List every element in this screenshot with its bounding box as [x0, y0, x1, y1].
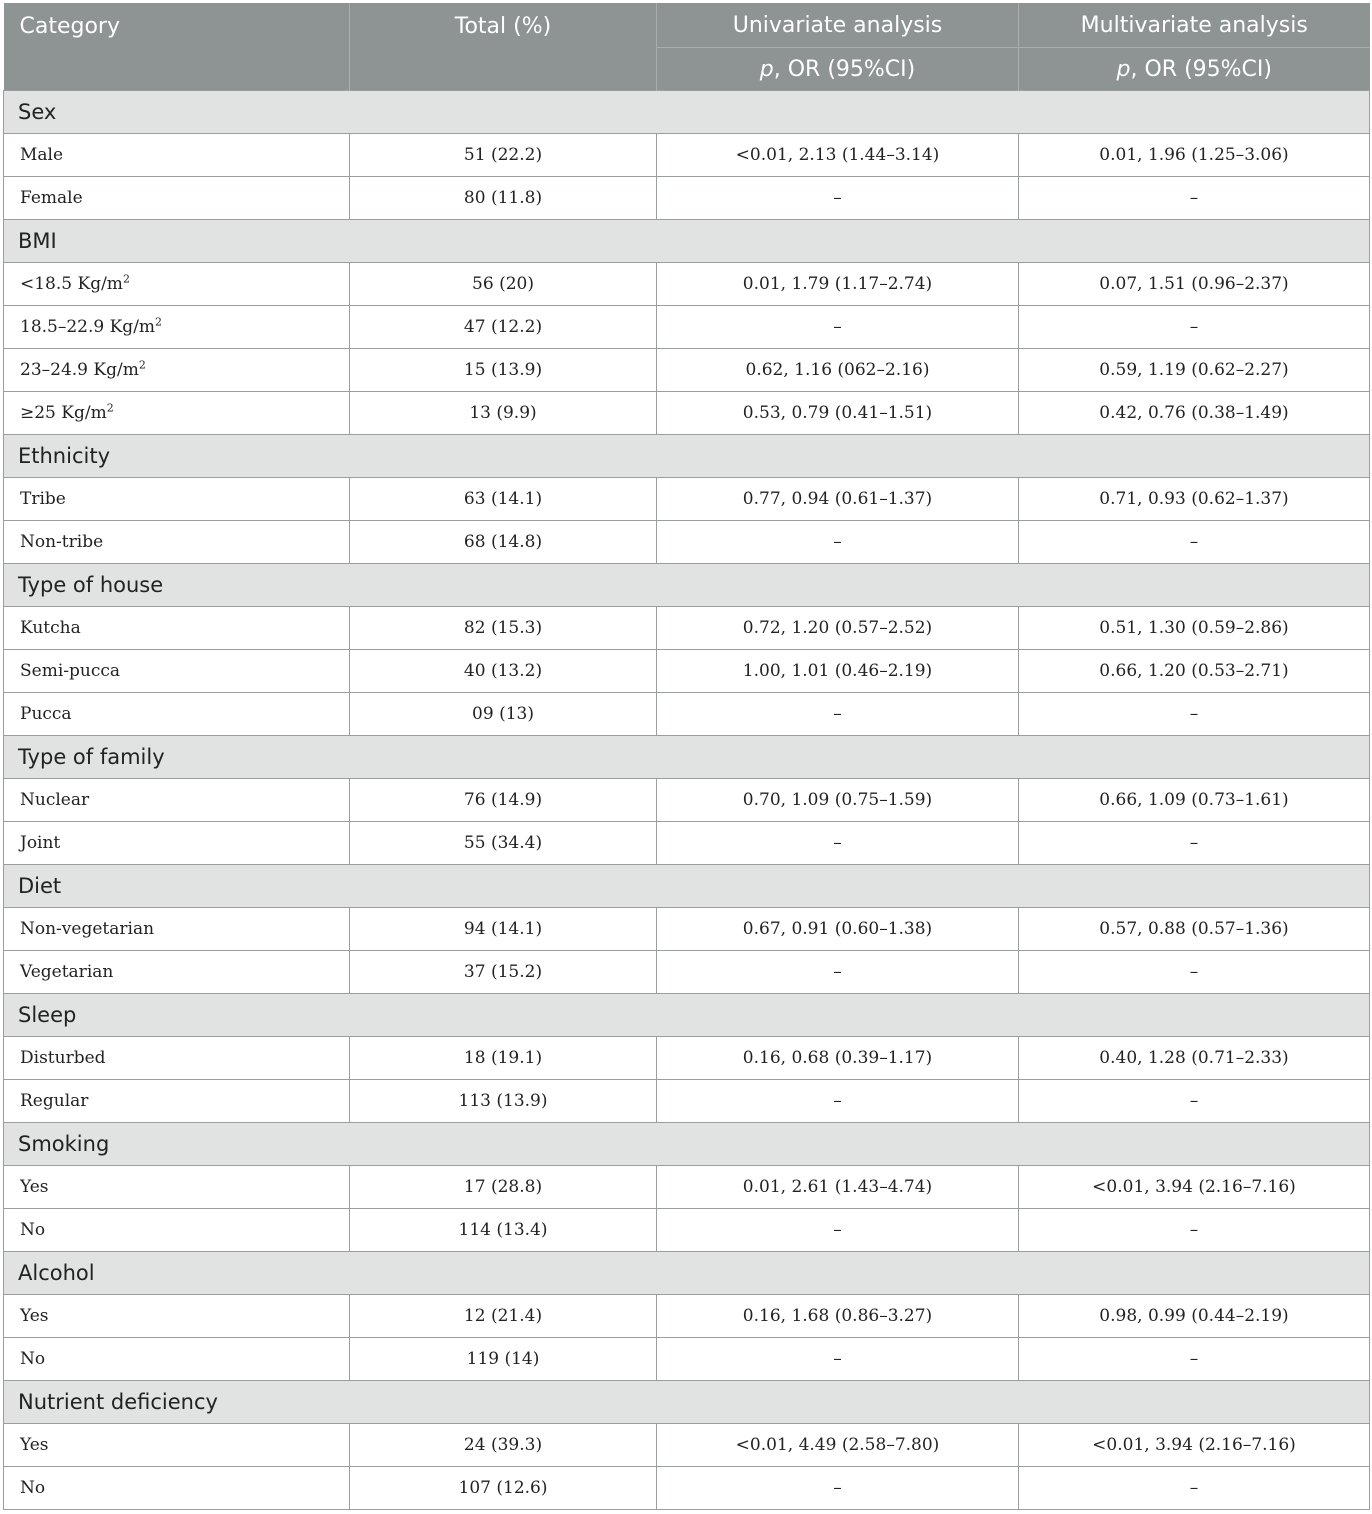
category-label: Alcohol [4, 1252, 1370, 1295]
total-cell: 68 (14.8) [350, 521, 657, 564]
row-label-text: Yes [20, 1306, 49, 1326]
total-cell: 113 (13.9) [350, 1080, 657, 1123]
multivariate-cell: – [1019, 521, 1370, 564]
row-label-text: Disturbed [20, 1048, 106, 1068]
category-label: Smoking [4, 1123, 1370, 1166]
row-label [4, 1467, 350, 1510]
total-cell: 63 (14.1) [350, 478, 657, 521]
multivariate-cell: – [1019, 1209, 1370, 1252]
row-label [4, 134, 350, 177]
univariate-cell: 0.01, 1.79 (1.17–2.74) [657, 263, 1019, 306]
row-label-text: <18.5 Kg/m [20, 274, 123, 294]
table-row [4, 349, 1370, 392]
row-label [4, 822, 350, 865]
row-label-text: Vegetarian [20, 962, 114, 982]
row-label-text: Joint [20, 833, 61, 853]
row-label-text: Semi-pucca [20, 661, 121, 681]
category-row [4, 865, 1370, 908]
univariate-cell: 0.16, 0.68 (0.39–1.17) [657, 1037, 1019, 1080]
univariate-cell: – [657, 177, 1019, 220]
univariate-cell: – [657, 306, 1019, 349]
total-cell: 114 (13.4) [350, 1209, 657, 1252]
row-label [4, 306, 350, 349]
multivariate-cell: – [1019, 693, 1370, 736]
row-label-text: Non-vegetarian [20, 919, 155, 939]
univariate-cell: 0.01, 2.61 (1.43–4.74) [657, 1166, 1019, 1209]
total-cell: 119 (14) [350, 1338, 657, 1381]
table-row [4, 306, 1370, 349]
total-cell: 80 (11.8) [350, 177, 657, 220]
row-label-text: Non-tribe [20, 532, 104, 552]
multivariate-cell: 0.98, 0.99 (0.44–2.19) [1019, 1295, 1370, 1338]
table-header [4, 3, 1370, 91]
univariate-cell: 0.16, 1.68 (0.86–3.27) [657, 1295, 1019, 1338]
table-row [4, 177, 1370, 220]
univariate-cell: 0.67, 0.91 (0.60–1.38) [657, 908, 1019, 951]
multivariate-cell: 0.42, 0.76 (0.38–1.49) [1019, 392, 1370, 435]
row-label [4, 1080, 350, 1123]
category-label: Ethnicity [4, 435, 1370, 478]
header-univariate: Univariate analysis [657, 3, 1019, 48]
total-cell: 12 (21.4) [350, 1295, 657, 1338]
row-label-text: ≥25 Kg/m [20, 403, 107, 423]
row-label [4, 1338, 350, 1381]
row-label [4, 177, 350, 220]
table-row [4, 521, 1370, 564]
multivariate-cell: 0.57, 0.88 (0.57–1.36) [1019, 908, 1370, 951]
table-row [4, 1338, 1370, 1381]
table-row [4, 607, 1370, 650]
category-row [4, 435, 1370, 478]
category-row [4, 736, 1370, 779]
header-multivariate: Multivariate analysis [1019, 3, 1370, 48]
row-label-text: Yes [20, 1435, 49, 1455]
row-label-text: Yes [20, 1177, 49, 1197]
total-cell: 37 (15.2) [350, 951, 657, 994]
univariate-cell: – [657, 1080, 1019, 1123]
univariate-cell: – [657, 693, 1019, 736]
row-label-text: No [20, 1478, 46, 1498]
total-cell: 18 (19.1) [350, 1037, 657, 1080]
unit-superscript: 2 [106, 401, 114, 415]
row-label [4, 1037, 350, 1080]
total-cell: 13 (9.9) [350, 392, 657, 435]
total-cell: 55 (34.4) [350, 822, 657, 865]
unit-superscript: 2 [122, 272, 130, 286]
total-cell: 17 (28.8) [350, 1166, 657, 1209]
header-total: Total (%) [350, 3, 657, 91]
total-cell: 51 (22.2) [350, 134, 657, 177]
category-row [4, 564, 1370, 607]
unit-superscript: 2 [155, 315, 163, 329]
results-table [3, 3, 1370, 1510]
univariate-cell: 1.00, 1.01 (0.46–2.19) [657, 650, 1019, 693]
table-row [4, 1424, 1370, 1467]
univariate-cell: 0.72, 1.20 (0.57–2.52) [657, 607, 1019, 650]
multivariate-cell: 0.07, 1.51 (0.96–2.37) [1019, 263, 1370, 306]
category-label: Type of house [4, 564, 1370, 607]
row-label-text: Nuclear [20, 790, 90, 810]
category-row [4, 994, 1370, 1037]
row-label [4, 607, 350, 650]
total-cell: 09 (13) [350, 693, 657, 736]
multivariate-cell: 0.01, 1.96 (1.25–3.06) [1019, 134, 1370, 177]
multivariate-cell: – [1019, 1467, 1370, 1510]
multivariate-cell: 0.40, 1.28 (0.71–2.33) [1019, 1037, 1370, 1080]
univariate-cell: 0.62, 1.16 (062–2.16) [657, 349, 1019, 392]
univariate-cell: – [657, 1209, 1019, 1252]
total-cell: 94 (14.1) [350, 908, 657, 951]
header-category: Category [4, 3, 350, 91]
category-label: BMI [4, 220, 1370, 263]
total-cell: 82 (15.3) [350, 607, 657, 650]
multivariate-cell: – [1019, 822, 1370, 865]
multivariate-cell: <0.01, 3.94 (2.16–7.16) [1019, 1166, 1370, 1209]
table-row [4, 1295, 1370, 1338]
row-label [4, 908, 350, 951]
row-label [4, 779, 350, 822]
table-row [4, 1080, 1370, 1123]
p-symbol: p [1116, 56, 1131, 82]
row-label [4, 521, 350, 564]
univariate-cell: – [657, 1338, 1019, 1381]
category-label: Nutrient deficiency [4, 1381, 1370, 1424]
header-multivariate-sub [1019, 48, 1370, 91]
row-label-text: 23–24.9 Kg/m [20, 360, 139, 380]
header-sub-text: , OR (95%CI) [1130, 56, 1272, 82]
header-univariate-sub [657, 48, 1019, 91]
category-label: Sleep [4, 994, 1370, 1037]
table-row [4, 1467, 1370, 1510]
table-row [4, 478, 1370, 521]
row-label-text: Pucca [20, 704, 72, 724]
category-label: Sex [4, 91, 1370, 134]
table-row [4, 779, 1370, 822]
row-label-text: No [20, 1220, 46, 1240]
row-label-text: Female [20, 188, 83, 208]
category-row [4, 1123, 1370, 1166]
row-label-text: 18.5–22.9 Kg/m [20, 317, 156, 337]
multivariate-cell: <0.01, 3.94 (2.16–7.16) [1019, 1424, 1370, 1467]
table-row [4, 650, 1370, 693]
row-label-text: Kutcha [20, 618, 81, 638]
total-cell: 40 (13.2) [350, 650, 657, 693]
table-row [4, 693, 1370, 736]
category-row [4, 1381, 1370, 1424]
total-cell: 47 (12.2) [350, 306, 657, 349]
category-row [4, 220, 1370, 263]
univariate-cell: – [657, 822, 1019, 865]
total-cell: 76 (14.9) [350, 779, 657, 822]
p-symbol: p [759, 56, 774, 82]
row-label [4, 650, 350, 693]
multivariate-cell: – [1019, 306, 1370, 349]
multivariate-cell: 0.71, 0.93 (0.62–1.37) [1019, 478, 1370, 521]
row-label [4, 263, 350, 306]
row-label [4, 1166, 350, 1209]
multivariate-cell: – [1019, 177, 1370, 220]
total-cell: 24 (39.3) [350, 1424, 657, 1467]
row-label [4, 1424, 350, 1467]
table-row [4, 134, 1370, 177]
table-row [4, 908, 1370, 951]
univariate-cell: – [657, 951, 1019, 994]
univariate-cell: 0.70, 1.09 (0.75–1.59) [657, 779, 1019, 822]
row-label [4, 478, 350, 521]
row-label-text: Tribe [20, 489, 66, 509]
row-label [4, 1295, 350, 1338]
univariate-cell: 0.77, 0.94 (0.61–1.37) [657, 478, 1019, 521]
total-cell: 15 (13.9) [350, 349, 657, 392]
header-sub-text: , OR (95%CI) [773, 56, 916, 82]
unit-superscript: 2 [138, 358, 146, 372]
row-label-text: Regular [20, 1091, 89, 1111]
category-label: Type of family [4, 736, 1370, 779]
row-label-text: Male [20, 145, 64, 165]
multivariate-cell: 0.59, 1.19 (0.62–2.27) [1019, 349, 1370, 392]
category-row [4, 1252, 1370, 1295]
row-label [4, 1209, 350, 1252]
univariate-cell: – [657, 1467, 1019, 1510]
multivariate-cell: – [1019, 951, 1370, 994]
univariate-cell: <0.01, 2.13 (1.44–3.14) [657, 134, 1019, 177]
multivariate-cell: – [1019, 1080, 1370, 1123]
multivariate-cell: 0.66, 1.20 (0.53–2.71) [1019, 650, 1370, 693]
univariate-cell: 0.53, 0.79 (0.41–1.51) [657, 392, 1019, 435]
multivariate-cell: 0.51, 1.30 (0.59–2.86) [1019, 607, 1370, 650]
multivariate-cell: 0.66, 1.09 (0.73–1.61) [1019, 779, 1370, 822]
category-label: Diet [4, 865, 1370, 908]
univariate-cell: – [657, 521, 1019, 564]
row-label-text: No [20, 1349, 46, 1369]
multivariate-cell: – [1019, 1338, 1370, 1381]
total-cell: 107 (12.6) [350, 1467, 657, 1510]
row-label [4, 951, 350, 994]
table-row [4, 263, 1370, 306]
row-label [4, 392, 350, 435]
table-row [4, 1166, 1370, 1209]
table-row [4, 822, 1370, 865]
total-cell: 56 (20) [350, 263, 657, 306]
table-row [4, 951, 1370, 994]
category-row [4, 91, 1370, 134]
table-body [4, 91, 1370, 1510]
table-row [4, 392, 1370, 435]
table-row [4, 1209, 1370, 1252]
univariate-cell: <0.01, 4.49 (2.58–7.80) [657, 1424, 1019, 1467]
table-row [4, 1037, 1370, 1080]
row-label [4, 349, 350, 392]
row-label [4, 693, 350, 736]
